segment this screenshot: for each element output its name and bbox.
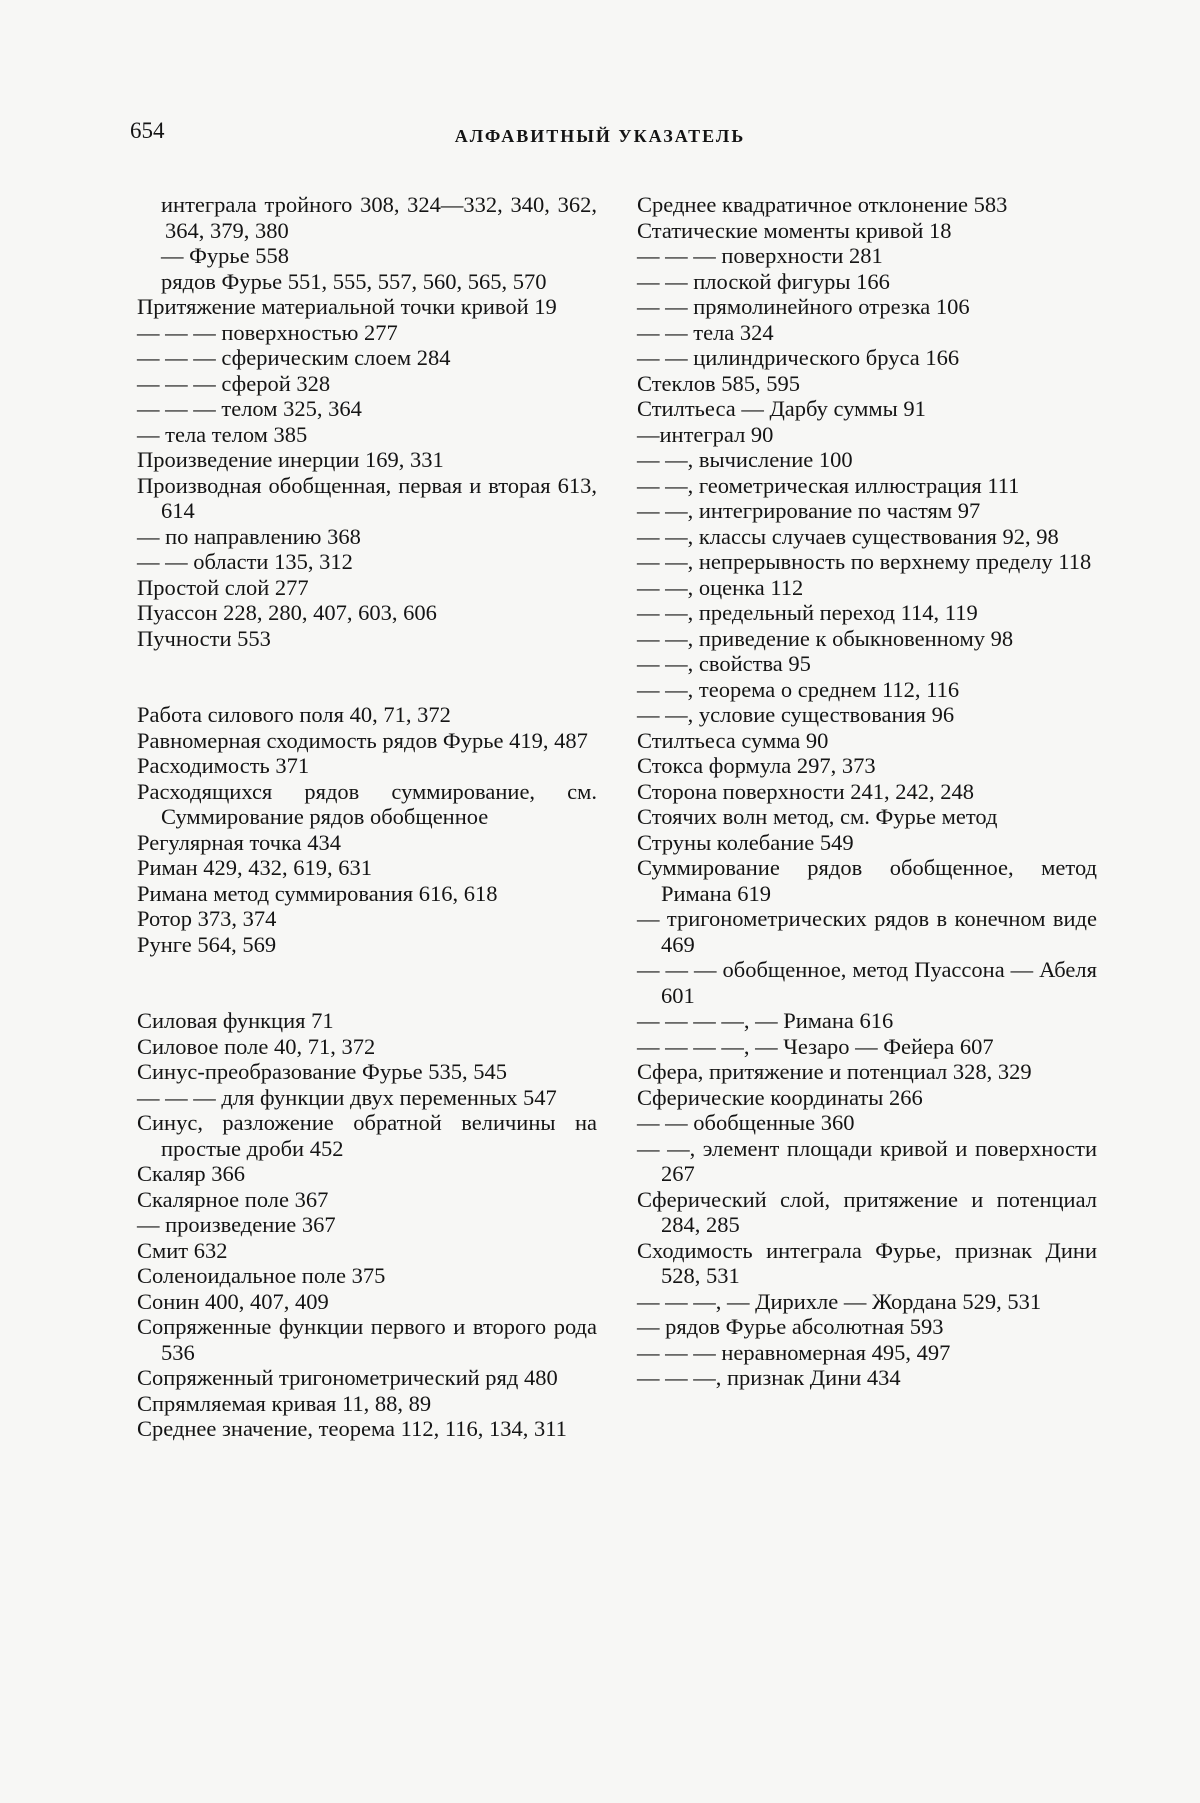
index-entry: — — плоской фигуры 166	[637, 268, 890, 294]
index-entry: — — — для функции двух переменных 547	[137, 1084, 557, 1110]
index-entry: — — — —, — Римана 616	[637, 1008, 894, 1033]
index-entry: — —, приведение к обыкновенному 98	[637, 625, 1014, 651]
index-entry: — — —, признак Дини 434	[637, 1365, 901, 1390]
index-entry: — — — поверхностью 277	[137, 319, 398, 345]
index-entry: — тела телом 385	[137, 421, 308, 447]
index-entry: Ротор 373, 374	[137, 906, 277, 931]
index-entry: Сфера, притяжение и потенциал 328, 329	[637, 1059, 1032, 1084]
index-entry: — —, вычисление 100	[637, 447, 853, 472]
index-entry: Сферический слой, притяжение и потенциал 284, 285	[637, 1186, 1097, 1237]
index-entry: — — —, — Дирихле — Жордана 529, 531	[637, 1288, 1042, 1314]
index-entry: Среднее значение, теорема 112, 116, 134, 311	[137, 1416, 567, 1441]
index-entry: Суммирование рядов обобщенное, метод Римана 619	[637, 855, 1097, 906]
index-entry: Стеклов 585, 595	[637, 370, 800, 396]
index-entry: — —, классы случаев существования 92, 98	[637, 523, 1059, 549]
index-entry: — — — поверхности 281	[637, 243, 883, 268]
index-entry: Сферические координаты 266	[637, 1084, 923, 1110]
index-entry: — — — сферой 328	[137, 370, 331, 396]
index-entry: Среднее квадратичное отклонение 583	[637, 192, 1008, 217]
index-entry: — рядов Фурье абсолютная 593	[637, 1314, 944, 1339]
index-entry: Синус-преобразование Фурье 535, 545	[137, 1059, 507, 1084]
index-entry: — тригонометрических рядов в конечном виде 469	[637, 906, 1097, 957]
index-entry: — —, свойства 95	[637, 651, 811, 676]
index-entry: Производная обобщенная, первая и вторая 613, 614	[137, 472, 597, 523]
index-entry: Расходящихся рядов суммирование, см. Суммирование рядов обобщенное	[137, 778, 597, 829]
index-entry: — — — обобщенное, метод Пуассона — Абеля 601	[637, 957, 1097, 1008]
index-entry: Пуассон 228, 280, 407, 603, 606	[137, 600, 437, 625]
index-entry: — по направлению 368	[137, 523, 361, 549]
index-entry: Сторона поверхности 241, 242, 248	[637, 778, 975, 804]
index-entry: Силовое поле 40, 71, 372	[137, 1033, 376, 1059]
index-entry: Сонин 400, 407, 409	[137, 1288, 329, 1314]
index-entry: Рунге 564, 569	[137, 931, 277, 957]
index-entry: Работа силового поля 40, 71, 372	[137, 702, 451, 727]
running-head: АЛФАВИТНЫЙ УКАЗАТЕЛЬ	[454, 126, 746, 146]
index-entry: Смит 632	[137, 1237, 228, 1263]
index-entry: Пучности 553	[137, 625, 271, 651]
index-entry: — —, оценка 112	[637, 574, 804, 600]
index-entry: — — цилиндрического бруса 166	[637, 345, 960, 370]
index-entry: — —, предельный переход 114, 119	[637, 600, 978, 625]
index-entry: Римана метод суммирования 616, 618	[137, 880, 498, 906]
index-entry: Соленоидальное поле 375	[137, 1263, 386, 1288]
index-entry: —интеграл 90	[637, 421, 774, 447]
index-entry: Регулярная точка 434	[137, 829, 341, 855]
index-entry: Сходимость интеграла Фурье, признак Дини 528, 531	[637, 1237, 1097, 1288]
index-entry: — — — сферическим слоем 284	[137, 345, 451, 370]
index-entry: — — — неравномерная 495, 497	[637, 1339, 951, 1365]
index-entry: Равномерная сходимость рядов Фурье 419, 487	[137, 727, 588, 753]
index-entry: Сопряженные функции первого и второго рода 536	[137, 1314, 597, 1365]
index-entry: Сопряженный тригонометрический ряд 480	[137, 1365, 558, 1390]
index-entry: — — тела 324	[637, 319, 774, 345]
index-entry: — —, условие существования 96	[637, 702, 955, 727]
page-number: 654	[130, 118, 165, 143]
index-entry: — — обобщенные 360	[637, 1110, 855, 1135]
index-entry: Стилтьеса сумма 90	[637, 727, 829, 753]
index-entry: — —, непрерывность по верхнему пределу 118	[637, 549, 1092, 574]
index-entry: Силовая функция 71	[137, 1008, 334, 1033]
index-entry: Стокса формула 297, 373	[637, 753, 876, 778]
index-entry: Струны колебание 549	[637, 829, 854, 855]
index-entry: Расходимость 371	[137, 753, 310, 778]
index-entry: — —, теорема о среднем 112, 116	[637, 676, 960, 702]
index-entry: рядов Фурье 551, 555, 557, 560, 565, 570	[161, 268, 547, 294]
index-entry: Простой слой 277	[137, 574, 309, 600]
index-entry: — —, элемент площади кривой и поверхности 267	[637, 1135, 1097, 1186]
index-entry: интеграла тройного 308, 324—332, 340, 362, 364, 379, 380	[161, 192, 597, 243]
index-entry: Притяжение материальной точки кривой 19	[137, 294, 557, 319]
index-entry: Риман 429, 432, 619, 631	[137, 855, 373, 880]
index-entry: Синус, разложение обратной величины на простые дроби 452	[137, 1110, 597, 1161]
index-entry: Скаляр 366	[137, 1161, 245, 1186]
index-entry: Стоячих волн метод, см. Фурье метод	[637, 804, 998, 829]
index-entry: Скалярное поле 367	[137, 1186, 329, 1212]
index-column-right	[637, 192, 1097, 1391]
index-entry: — произведение 367	[137, 1212, 336, 1237]
index-entry: Спрямляемая кривая 11, 88, 89	[137, 1390, 432, 1416]
index-entry: — —, геометрическая иллюстрация 111	[637, 472, 1020, 498]
index-entry: — — — —, — Чезаро — Фейера 607	[637, 1033, 994, 1059]
index-entry: Стилтьеса — Дарбу суммы 91	[637, 396, 926, 421]
section-gap	[137, 651, 597, 702]
index-entry: — —, интегрирование по частям 97	[637, 498, 981, 523]
index-entry: Произведение инерции 169, 331	[137, 447, 444, 472]
section-gap	[137, 957, 597, 1008]
index-entry: — — — телом 325, 364	[137, 396, 362, 421]
index-entry: — — прямолинейного отрезка 106	[637, 294, 970, 319]
index-column-left	[137, 192, 597, 1442]
index-entry: — — области 135, 312	[137, 549, 353, 574]
index-entry: — Фурье 558	[161, 243, 290, 268]
index-entry: Статические моменты кривой 18	[637, 217, 952, 243]
